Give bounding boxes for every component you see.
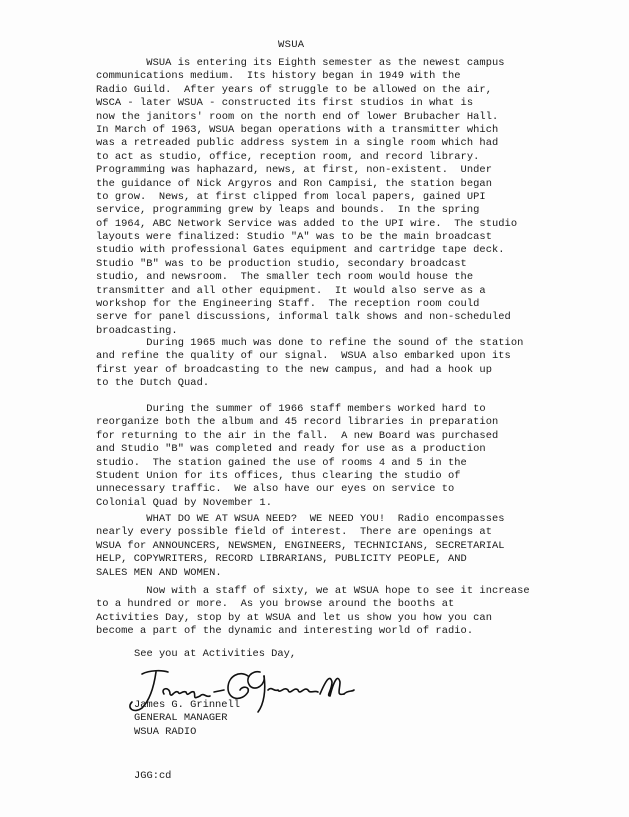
text-line: first year of broadcasting to the new campus, and had a hook up — [96, 363, 492, 376]
text-line: communications medium. Its history began in 1949 with the — [96, 70, 461, 83]
text-line: and Studio "B" was completed and ready for use as a production — [96, 443, 486, 456]
text-line: Activities Day, stop by at WSUA and let us show you how you can — [96, 611, 492, 624]
text-line: In March of 1963, WSUA began operations with a transmitter which — [96, 123, 499, 136]
text-line: WHAT DO WE AT WSUA NEED? WE NEED YOU! Radio encompasses — [96, 513, 505, 525]
text-line: WSUA for ANNOUNCERS, NEWSMEN, ENGINEERS, TECHNICIANS, SECRETARIAL — [96, 539, 505, 552]
signer-name: James G. Grinnell — [134, 699, 241, 711]
text-line: SALES MEN AND WOMEN. — [96, 566, 222, 579]
text-line: During the summer of 1966 staff members worked hard to — [96, 403, 486, 415]
text-line: and refine the quality of our signal. WSUA also embarked upon its — [96, 350, 511, 363]
text-line: transmitter and all other equipment. It would also serve as a — [96, 284, 486, 297]
text-line: Studio "B" was to be production studio, secondary broadcast — [96, 257, 467, 270]
typist-initials: JGG:cd — [134, 770, 172, 782]
paragraph-history — [96, 57, 596, 338]
text-line: of 1964, ABC Network Service was added to the UPI wire. The studio — [96, 217, 518, 230]
text-line: now the janitors' room on the north end of lower Brubacher Hall. — [96, 110, 499, 123]
text-line: studio with professional Gates equipment and cartridge tape deck. — [96, 244, 505, 257]
text-line: nearly every possible field of interest. There are openings at — [96, 526, 492, 539]
signature-block — [134, 699, 240, 739]
page-title: WSUA — [278, 39, 305, 51]
text-line: Radio Guild. After years of struggle to be allowed on the air, — [96, 83, 492, 96]
text-line: WSCA - later WSUA - constructed its first studios in what is — [96, 97, 474, 110]
text-line: WSUA is entering its Eighth semester as the newest campus — [96, 57, 505, 69]
text-line: the guidance of Nick Argyros and Ron Campisi, the station began — [96, 177, 492, 190]
text-line: unnecessary traffic. We also have our eyes on service to — [96, 483, 455, 496]
text-line: serve for panel discussions, informal talk shows and non-scheduled — [96, 311, 511, 324]
paragraph-staff — [96, 585, 596, 639]
text-line: reorganize both the album and 45 record libraries in preparation — [96, 416, 499, 429]
text-line: to a hundred or more. As you browse around the booths at — [96, 598, 455, 611]
text-line: to grow. News, at first clipped from local papers, gained UPI — [96, 190, 486, 203]
text-line: During 1965 much was done to refine the sound of the station — [96, 337, 524, 349]
paragraph-need — [96, 513, 596, 580]
text-line: become a part of the dynamic and interesting world of radio. — [96, 625, 474, 638]
paragraph-1965 — [96, 337, 596, 391]
text-line: Student Union for its offices, thus clearing the studio of — [96, 469, 461, 482]
text-line: workshop for the Engineering Staff. The reception room could — [96, 298, 480, 311]
closing-line: See you at Activities Day, — [134, 648, 297, 660]
text-line: broadcasting. — [96, 324, 178, 337]
text-line: HELP, COPYWRITERS, RECORD LIBRARIANS, PUBLICITY PEOPLE, AND — [96, 553, 467, 566]
text-line: to act as studio, office, reception room, and record library. — [96, 150, 480, 163]
text-line: to the Dutch Quad. — [96, 377, 210, 390]
text-line: layouts were finalized: Studio "A" was to be the main broadcast — [96, 231, 492, 244]
signer-title: GENERAL MANAGER — [134, 712, 228, 725]
text-line: service, programming grew by leaps and bounds. In the spring — [96, 204, 480, 217]
text-line: studio. The station gained the use of rooms 4 and 5 in the — [96, 456, 467, 469]
text-line: for returning to the air in the fall. A new Board was purchased — [96, 429, 499, 442]
paragraph-1966 — [96, 403, 596, 510]
text-line: was a retreaded public address system in a single room which had — [96, 137, 499, 150]
text-line: studio, and newsroom. The smaller tech room would house the — [96, 271, 474, 284]
signer-organization: WSUA RADIO — [134, 725, 197, 738]
text-line: Programming was haphazard, news, at first, non-existent. Under — [96, 164, 492, 177]
text-line: Now with a staff of sixty, we at WSUA hope to see it increase — [96, 585, 530, 597]
text-line: Colonial Quad by November 1. — [96, 496, 272, 509]
